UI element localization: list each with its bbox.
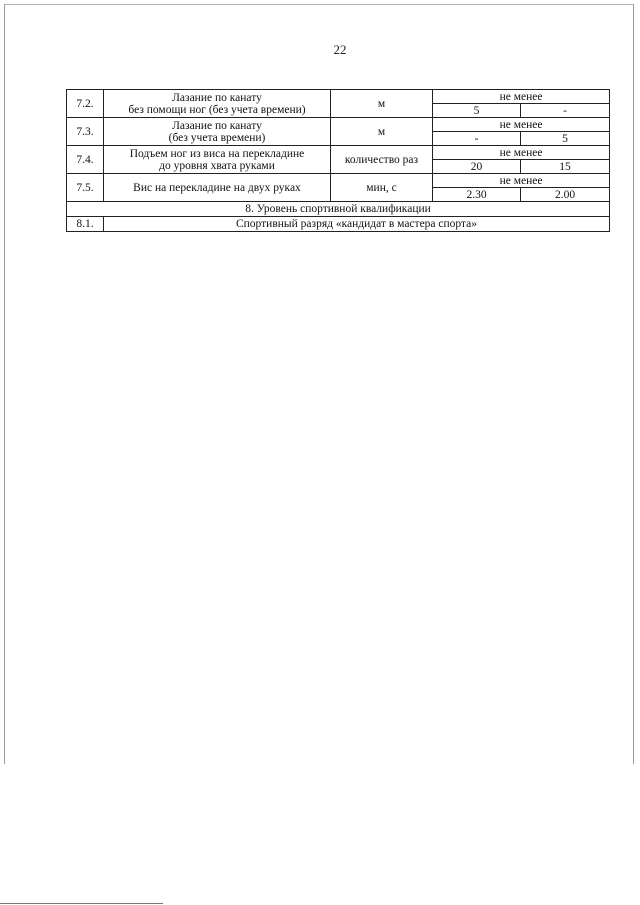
row-number: 7.2.: [67, 90, 104, 118]
exercise-name: [104, 174, 331, 202]
norm-header: не менее: [433, 146, 610, 160]
value-cell: 2.30: [433, 188, 521, 202]
value-cell: 2.00: [521, 188, 610, 202]
norm-header: не менее: [433, 174, 610, 188]
unit-cell: м: [331, 90, 433, 118]
exercise-name-line: Вис на перекладине на двух руках: [133, 181, 301, 194]
norm-header: не менее: [433, 90, 610, 104]
value-cell: 5: [521, 132, 610, 146]
table-row: [67, 174, 610, 188]
exercise-name-line: до уровня хвата руками: [159, 159, 275, 172]
section-title: 8. Уровень спортивной квалификации: [67, 202, 610, 217]
exercise-name: [104, 90, 331, 118]
table-row: [67, 90, 610, 104]
page-number: 22: [333, 42, 347, 57]
section-row: [67, 202, 610, 217]
norm-header: не менее: [433, 118, 610, 132]
value-cell: 5: [433, 104, 521, 118]
unit-cell: м: [331, 118, 433, 146]
exercise-name-line: без помощи ног (без учета времени): [128, 103, 306, 116]
value-cell: -: [521, 104, 610, 118]
row-number: 7.5.: [67, 174, 104, 202]
table-row: [67, 217, 610, 232]
table-row: [67, 146, 610, 160]
qualification-text: Спортивный разряд «кандидат в мастера спорта»: [104, 217, 610, 232]
unit-cell: мин, с: [331, 174, 433, 202]
value-cell: 15: [521, 160, 610, 174]
exercise-name-line: Лазание по канату: [172, 91, 262, 104]
value-cell: 20: [433, 160, 521, 174]
row-number: 8.1.: [67, 217, 104, 232]
exercise-name-line: Лазание по канату: [172, 119, 262, 132]
footer-rule: [0, 903, 163, 904]
exercise-name-line: (без учета времени): [168, 131, 266, 144]
standards-table: [66, 89, 610, 232]
exercise-name-line: Подъем ног из виса на перекладине: [129, 147, 305, 160]
unit-cell: количество раз: [331, 146, 433, 174]
value-cell: -: [433, 132, 521, 146]
exercise-name: [104, 146, 331, 174]
table-row: [67, 118, 610, 132]
row-number: 7.4.: [67, 146, 104, 174]
exercise-name: [104, 118, 331, 146]
row-number: 7.3.: [67, 118, 104, 146]
